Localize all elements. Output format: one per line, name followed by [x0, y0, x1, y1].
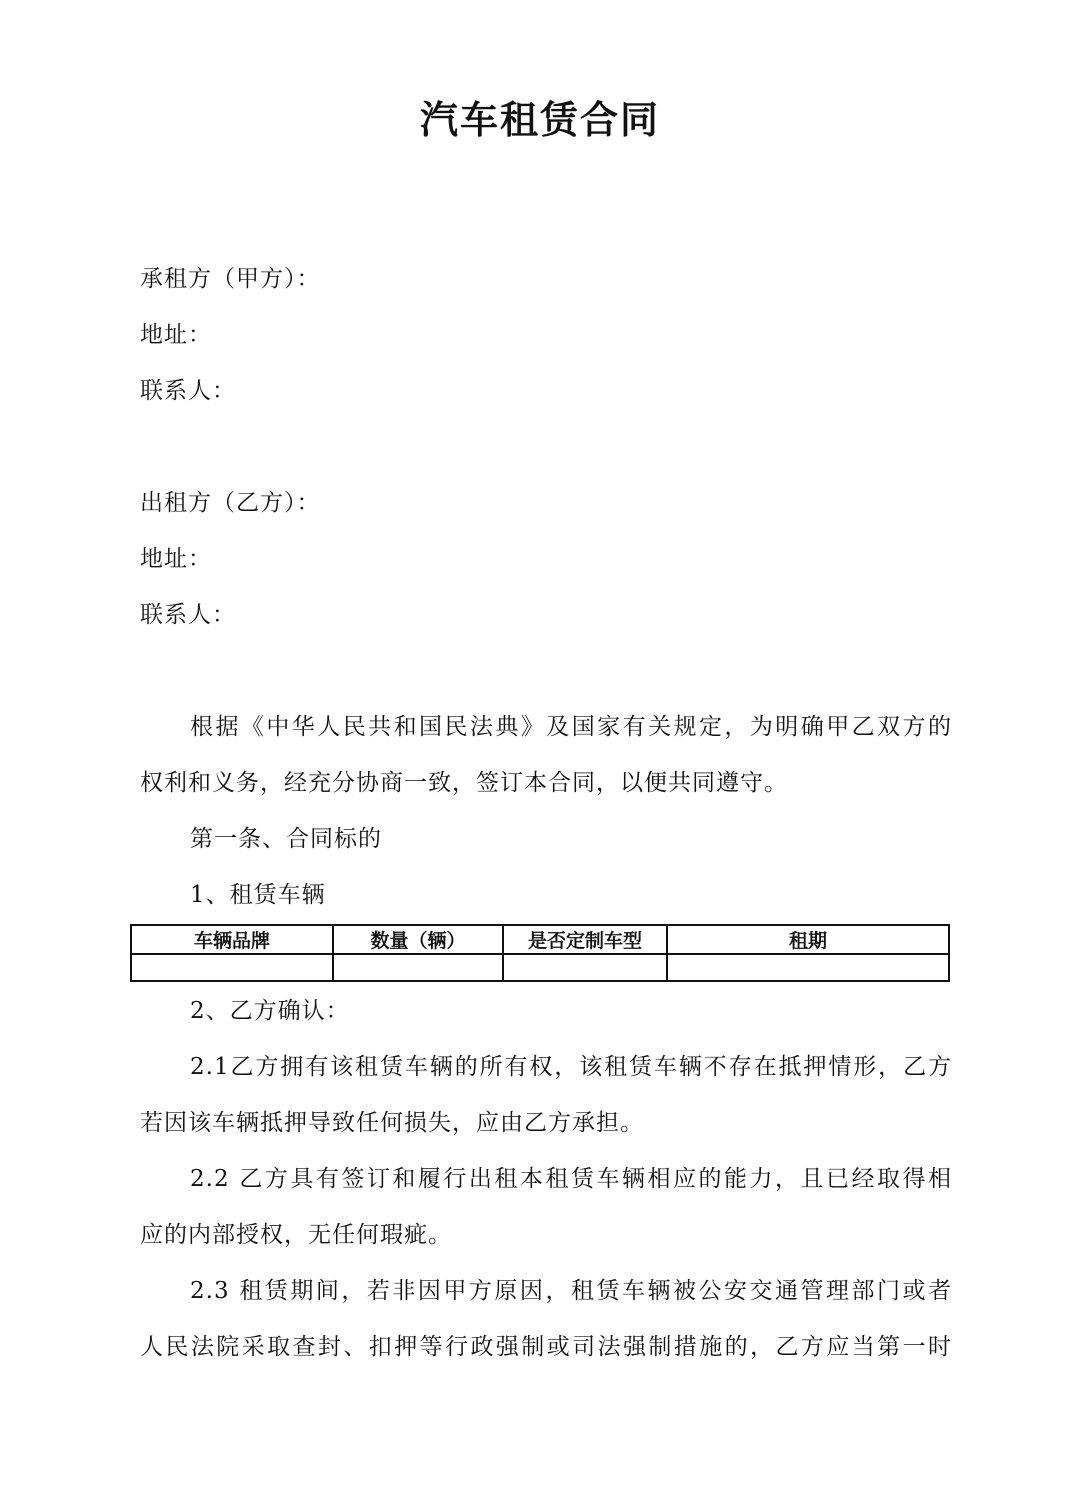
clause-2-3-line-1: 2.3 租赁期间，若非因甲方原因，租赁车辆被公安交通管理部门或者: [190, 1278, 952, 1304]
clause-2-2-line-2: 应的内部授权，无任何瑕疵。: [140, 1222, 452, 1248]
party-b-heading: 出租方（乙方）：: [140, 490, 321, 516]
clause-2-3-line-2: 人民法院采取查封、扣押等行政强制或司法强制措施的，乙方应当第一时: [140, 1334, 952, 1360]
party-b-contact-label: 联系人：: [140, 602, 236, 628]
article-1-sub-1: 1、租赁车辆: [190, 882, 326, 908]
cell-custom-model: [503, 954, 667, 981]
preamble-line-2: 权利和义务，经充分协商一致，签订本合同，以便共同遵守。: [140, 770, 788, 796]
article-1-sub-2: 2、乙方确认：: [190, 998, 350, 1024]
vehicle-table: [130, 924, 950, 982]
article-1-heading: 第一条、合同标的: [190, 826, 382, 852]
vehicle-table-header-row: [131, 925, 949, 954]
cell-quantity: [333, 954, 503, 981]
party-a-address-label: 地址：: [140, 322, 212, 348]
col-header-custom-model: 是否定制车型: [503, 925, 667, 954]
clause-2-2-line-1: 2.2 乙方具有签订和履行出租本租赁车辆相应的能力，且已经取得相: [190, 1166, 952, 1192]
col-header-term: 租期: [667, 925, 949, 954]
party-b-address-label: 地址：: [140, 546, 212, 572]
document-title: 汽车租赁合同: [419, 98, 660, 142]
cell-brand: [131, 954, 333, 981]
cell-term: [667, 954, 949, 981]
table-row: [131, 954, 949, 981]
preamble-line-1: 根据《中华人民共和国民法典》及国家有关规定，为明确甲乙双方的: [190, 714, 952, 740]
col-header-brand: 车辆品牌: [131, 925, 333, 954]
clause-2-1-line-2: 若因该车辆抵押导致任何损失，应由乙方承担。: [140, 1110, 644, 1136]
col-header-quantity: 数量（辆）: [333, 925, 503, 954]
party-a-contact-label: 联系人：: [140, 378, 236, 404]
clause-2-1-line-1: 2.1乙方拥有该租赁车辆的所有权，该租赁车辆不存在抵押情形，乙方: [190, 1054, 952, 1080]
party-a-heading: 承租方（甲方）：: [140, 266, 321, 292]
